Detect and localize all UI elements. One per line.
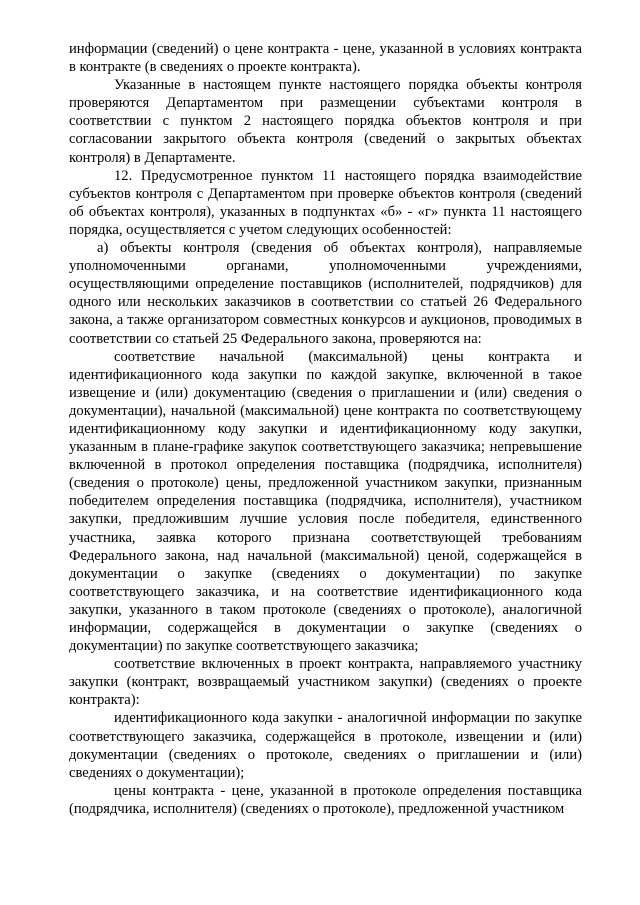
paragraph-1: информации (сведений) о цене контракта - цене, указанной в условиях контракта в контракте (в сведениях о проекте контракта). bbox=[69, 41, 582, 76]
paragraph-4: а) объекты контроля (сведения об объектах контроля), направляемые уполномоченными органами, уполномоченными учреждениями, осуществляющими определение поставщиков (исполнителей, подрядчиков) для одного или нескольких заказчиков в соответствии со статьей 26 Федерального закона, а также организатором совместных конкурсов и аукционов, проводимых в соответствии со статьей 25 Федерального закона, проверяются на: bbox=[69, 240, 582, 347]
paragraph-3: 12. Предусмотренное пунктом 11 настоящего порядка взаимодействие субъектов контроля с Департаментом при проверке объектов контроля (сведений об объектах контроля), указанных в подпунктах «б» - «г» пункта 11 настоящего порядка, осуществляется с учетом следующих особенностей: bbox=[69, 167, 582, 238]
paragraph-7: идентификационного кода закупки - аналогичной информации по закупке соответствующего заказчика, содержащейся в протоколе, извещении и (или) документации (сведениях о протоколе, сведениях о приглашении и (или) сведениях о документации); bbox=[69, 710, 582, 781]
paragraph-5: соответствие начальной (максимальной) цены контракта и идентификационного кода закупки по каждой закупке, включенной в такое извещение и (или) документацию (сведения о приглашении и (или) сведения о документации), начальной (максимальной) цене контракта по соответствующему идентификационному коду закупки и идентификационному коду закупки, указанным в плане-графике закупок соответствующего заказчика; непревышение включенной в протокол определения поставщика (подрядчика, исполнителя) (сведения о протоколе) цены, предложенной участником закупки, признанным победителем определения поставщика (подрядчика, исполнителя), участником закупки, предложившим лучшие условия после победителя, единственного участника, заявка которого признана соответствующей требованиям Федерального закона, над начальной (максимальной) ценой, содержащейся в документации о закупке (сведениях о документации) по закупке соответствующего заказчика, и на соответствие идентификационного кода закупки, указанного в таком протоколе (сведениях о протоколе), аналогичной информации, содержащейся в документации о закупке (сведениях о документации) по закупке соответствующего заказчика; bbox=[69, 348, 582, 655]
paragraph-8: цены контракта - цене, указанной в протоколе определения поставщика (подрядчика, исполнителя) (сведениях о протоколе), предложенной участником bbox=[69, 782, 582, 817]
paragraph-2: Указанные в настоящем пункте настоящего порядка объекты контроля проверяются Департаментом при размещении субъектами контроля в соответствии с пунктом 2 настоящего порядка объектов контроля и при согласовании закрытого объекта контроля (сведений о закрытых объектах контроля) в Департаменте. bbox=[69, 77, 582, 166]
paragraph-6: соответствие включенных в проект контракта, направляемого участнику закупки (контракт, возвращаемый участником закупки) (сведениях о проекте контракта): bbox=[69, 656, 582, 709]
document-page bbox=[69, 40, 582, 818]
